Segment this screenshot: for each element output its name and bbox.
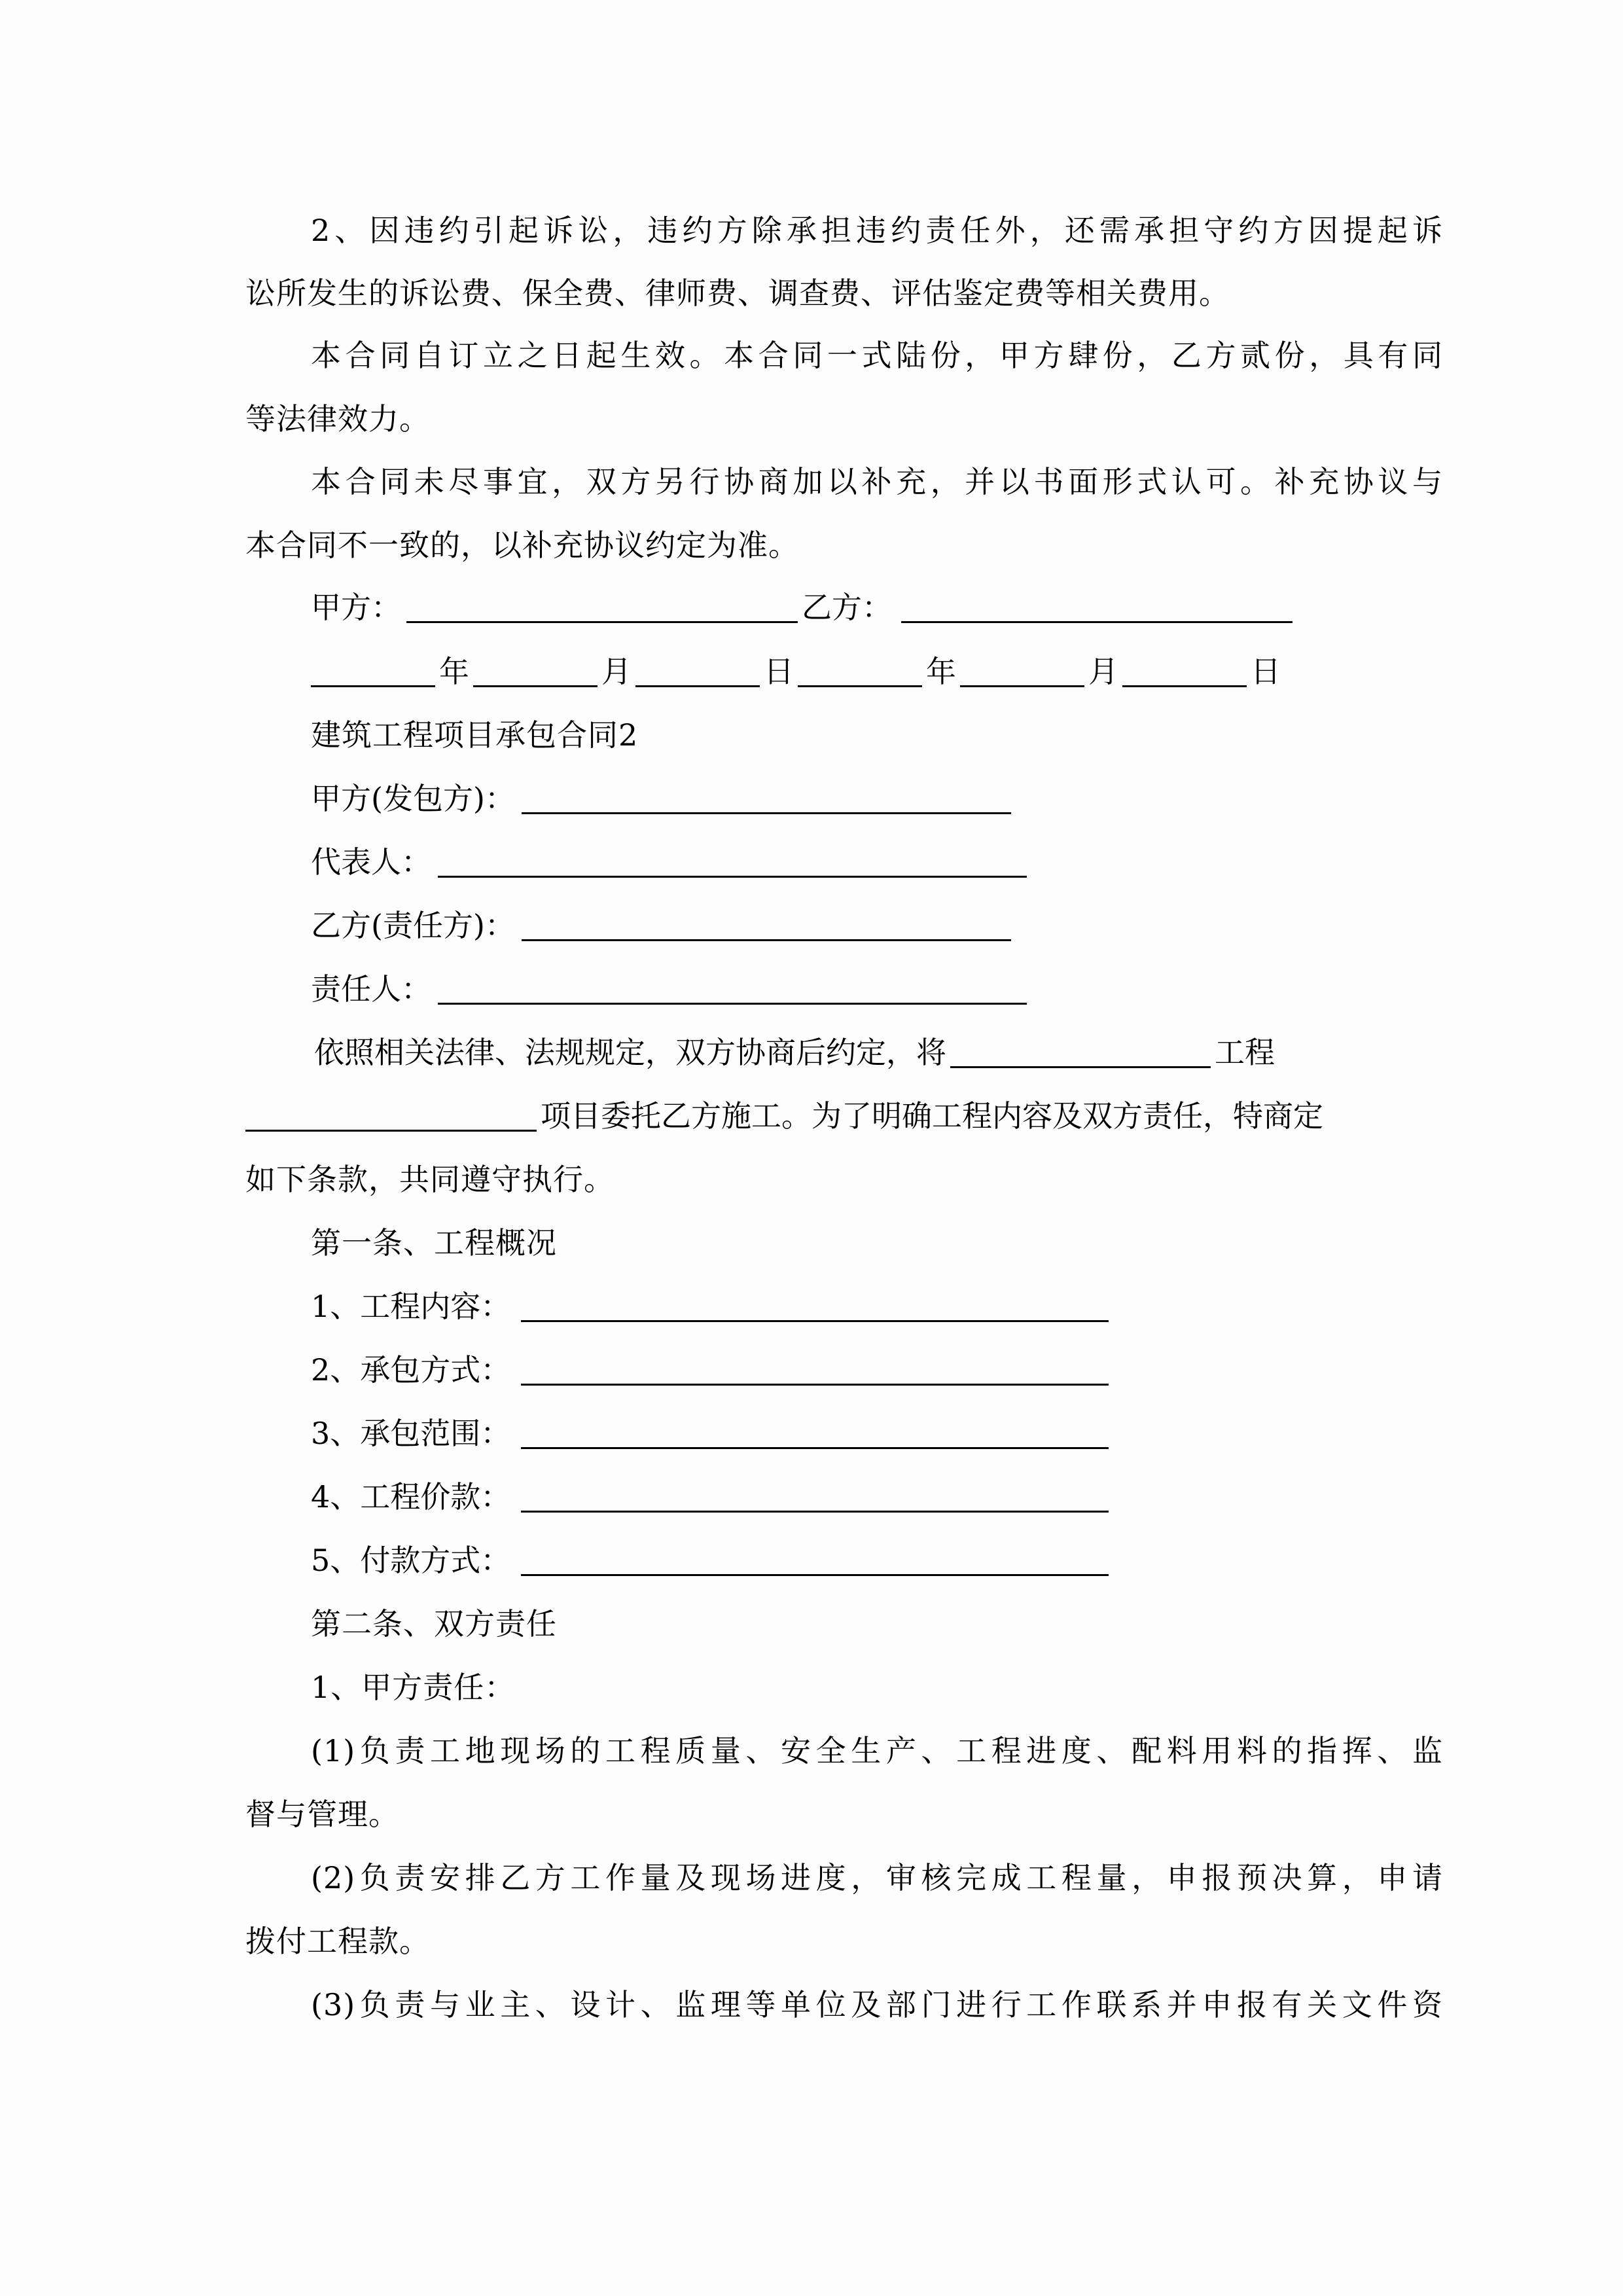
month-blank[interactable] <box>473 656 597 687</box>
month-label: 月 <box>601 654 632 689</box>
item-label: 3、承包范围： <box>311 1416 511 1451</box>
contract-title: 建筑工程项目承包合同2 <box>311 717 639 753</box>
representative-blank[interactable] <box>438 847 1027 878</box>
intro-line-2 <box>245 1096 1323 1136</box>
item-label: 5、付款方式： <box>311 1543 511 1578</box>
item-label: 1、工程内容： <box>311 1289 511 1324</box>
responsible-field <box>311 969 1031 1009</box>
article-1-item <box>311 1477 1113 1516</box>
party-b-field <box>311 906 1015 945</box>
duty-line: (1)负责工地现场的工程质量、安全生产、工程进度、配料用料的指挥、监 <box>311 1733 1443 1768</box>
item-blank[interactable] <box>521 1291 1109 1322</box>
party-a-label: 甲方(发包方)： <box>311 781 515 816</box>
responsible-blank[interactable] <box>438 974 1027 1005</box>
intro-text: 工程 <box>1215 1035 1275 1070</box>
day-blank[interactable] <box>635 656 760 687</box>
month-blank[interactable] <box>960 656 1084 687</box>
item-label: 2、承包方式： <box>311 1352 511 1388</box>
party-a-duties-title: 1、甲方责任： <box>311 1670 516 1705</box>
representative-field <box>311 842 1031 882</box>
article-1-item <box>311 1287 1113 1326</box>
party-a-label: 甲方： <box>311 590 401 625</box>
paragraph-line: 讼所发生的诉讼费、保全费、律师费、调查费、评估鉴定费等相关费用。 <box>245 276 1230 311</box>
duty-line: (2)负责安排乙方工作量及现场进度，审核完成工程量，申报预决算，申请 <box>311 1860 1443 1895</box>
article-2-title: 第二条、双方责任 <box>311 1606 557 1641</box>
responsible-label: 责任人： <box>311 971 431 1007</box>
duty-line: (3)负责与业主、设计、监理等单位及部门进行工作联系并申报有关文件资 <box>311 1987 1443 2022</box>
party-a-blank[interactable] <box>522 783 1011 814</box>
date-row <box>311 652 1281 691</box>
party-a-field <box>311 779 1015 818</box>
party-a-signature-blank[interactable] <box>406 592 798 623</box>
intro-line-1 <box>314 1033 1275 1072</box>
item-label: 4、工程价款： <box>311 1479 511 1515</box>
year-label: 年 <box>926 654 956 689</box>
duty-line: 拨付工程款。 <box>245 1924 430 1959</box>
party-b-blank[interactable] <box>522 910 1011 941</box>
item-blank[interactable] <box>521 1545 1109 1576</box>
party-b-label: 乙方(责任方)： <box>311 908 515 943</box>
article-1-item <box>311 1541 1113 1580</box>
month-label: 月 <box>1088 654 1118 689</box>
paragraph-line: 本合同不一致的，以补充协议约定为准。 <box>245 528 799 563</box>
project-blank[interactable] <box>245 1101 537 1132</box>
article-1-item <box>311 1414 1113 1453</box>
item-blank[interactable] <box>521 1418 1109 1449</box>
project-name-blank[interactable] <box>950 1037 1211 1068</box>
year-label: 年 <box>439 654 469 689</box>
intro-text: 项目委托乙方施工。为了明确工程内容及双方责任，特商定 <box>541 1098 1323 1134</box>
day-blank[interactable] <box>1122 656 1247 687</box>
item-blank[interactable] <box>521 1355 1109 1386</box>
party-b-signature-blank[interactable] <box>901 592 1293 623</box>
paragraph-line: 如下条款，共同遵守执行。 <box>245 1162 615 1197</box>
article-1-title: 第一条、工程概况 <box>311 1225 557 1261</box>
day-label: 日 <box>1251 654 1281 689</box>
year-blank[interactable] <box>798 656 922 687</box>
paragraph-line: 等法律效力。 <box>245 401 430 437</box>
article-1-item <box>311 1350 1113 1390</box>
item-blank[interactable] <box>521 1482 1109 1513</box>
paragraph-line: 2、因违约引起诉讼，违约方除承担违约责任外，还需承担守约方因提起诉 <box>311 213 1443 248</box>
day-label: 日 <box>764 654 794 689</box>
paragraph-line: 本合同自订立之日起生效。本合同一式陆份，甲方肆份，乙方贰份，具有同 <box>311 338 1443 373</box>
representative-label: 代表人： <box>311 844 431 880</box>
year-blank[interactable] <box>311 656 435 687</box>
duty-line: 督与管理。 <box>245 1797 399 1832</box>
party-b-label: 乙方： <box>802 590 892 625</box>
paragraph-line: 本合同未尽事宜，双方另行协商加以补充，并以书面形式认可。补充协议与 <box>311 464 1443 499</box>
signature-row <box>311 588 1296 627</box>
intro-text: 依照相关法律、法规规定，双方协商后约定，将 <box>314 1035 946 1070</box>
